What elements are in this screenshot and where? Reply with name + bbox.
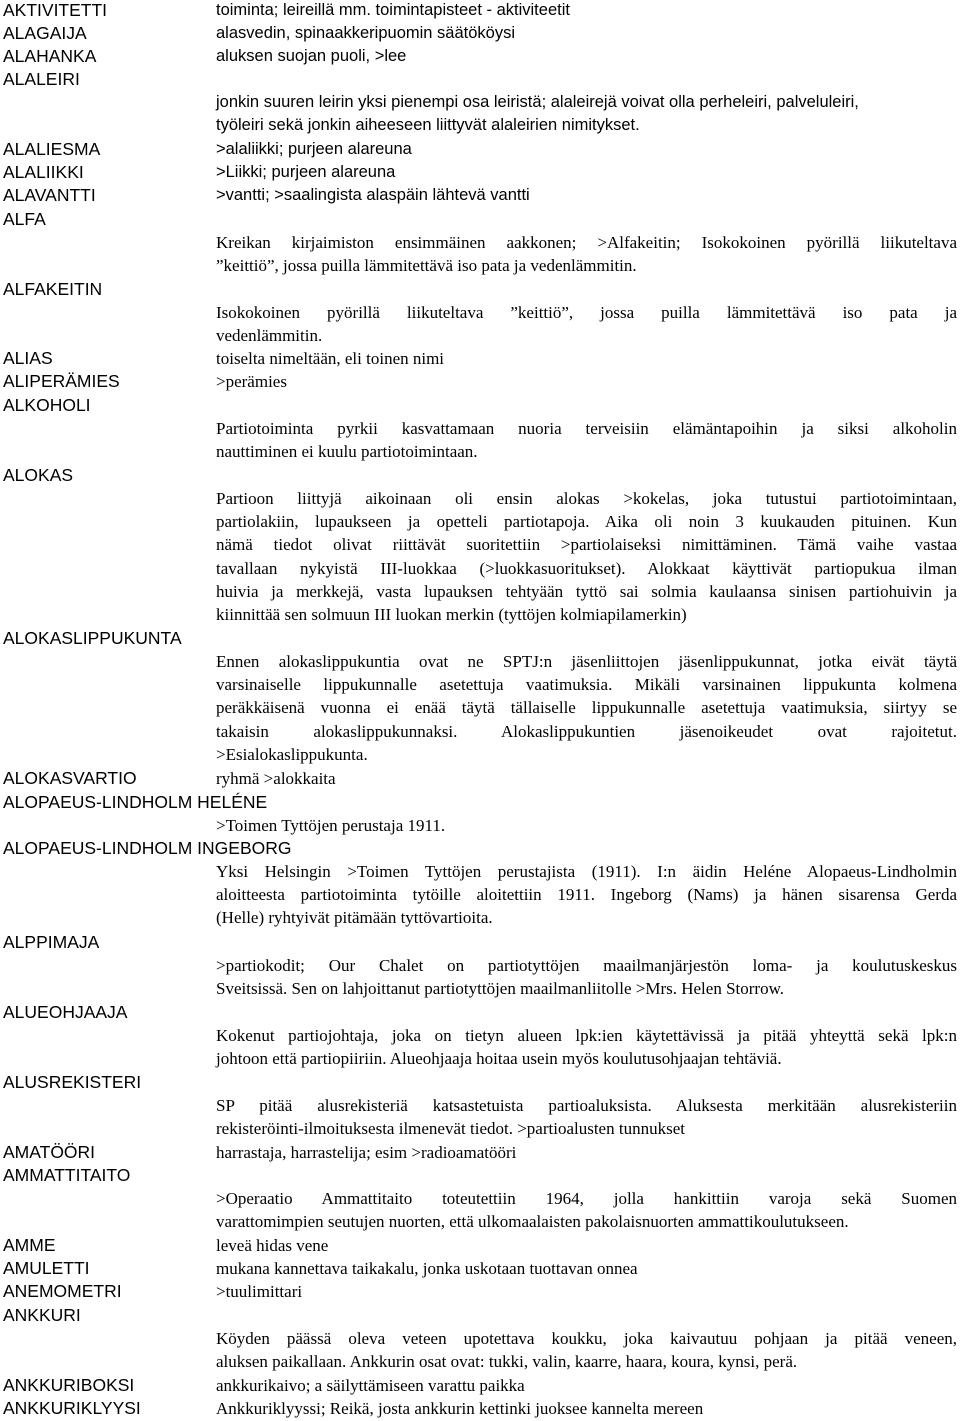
glossary-definition [216,954,957,1000]
glossary-term: AKTIVITETTI [3,0,108,20]
glossary-term: ANKKURIBOKSI [3,1375,135,1395]
glossary-term: ALFA [3,209,46,229]
glossary-term: ALIPERÄMIES [3,371,120,391]
glossary-term: ANKKURIKLYYSI [3,1398,141,1418]
definition-line: >partiokodit; Our Chalet on partiotyttöjen maailmanjärjestön loma- ja koulutuskeskus [216,956,957,975]
glossary-term: ALOKASLIPPUKUNTA [3,628,182,648]
definition-line: toiminta; leireillä mm. toimintapisteet - aktiviteetit [216,1,570,19]
glossary-definition [216,1141,957,1164]
definition-line: ryhmä >alokkaita [216,769,336,788]
glossary-term: ALAVANTTI [3,185,96,205]
definition-line: >Toimen Tyttöjen perustaja 1911. [216,816,446,835]
definition-line: Isokokoinen pyörillä liikuteltava ”keittiö”, jossa puilla lämmitettävä iso pata ja [216,303,957,322]
definition-line: (Helle) ryhtyivät pitämään tyttövartioita. [216,908,493,928]
glossary-term: ALPPIMAJA [3,932,100,952]
definition-line: aloitteesta partiotoiminta tytöille aloitettiin 1911. Ingeborg (Nams) ja hänen sisarensa Gerda [216,885,957,905]
glossary-term: ALALIESMA [3,139,101,159]
definition-line: Yksi Helsingin >Toimen Tyttöjen perustajista (1911). I:n äidin Heléne Alopaeus-Lindholmin [216,862,957,881]
definition-line: >vantti; >saalingista alaspäin lähtevä vantti [216,186,530,204]
glossary-definition [216,301,957,347]
glossary-term: ALALEIRI [3,69,80,89]
definition-line: toiselta nimeltään, eli toinen nimi [216,349,445,368]
definition-line: kiinnittää sen solmuun III luokan merkin (tyttöjen kolmiapilamerkin) [216,605,687,625]
definition-line: alasvedin, spinaakkeripuomin säätököysi [216,24,515,42]
glossary-definition [216,487,957,626]
definition-line: aluksen suojan puoli, >lee [216,47,407,65]
glossary-term: ALOKASVARTIO [3,768,137,788]
glossary-definition [216,860,957,930]
definition-line: rekisteröinti-ilmoituksesta ilmenevät tiedot. >partioalusten tunnukset [216,1119,685,1139]
glossary-definition [216,138,957,161]
glossary-definition [216,1374,957,1397]
glossary-definition [216,1327,957,1373]
glossary-term: ALKOHOLI [3,395,91,415]
glossary-definition [216,22,957,45]
glossary-definition [216,231,957,277]
glossary-term: ALOKAS [3,465,74,485]
definition-line: >tuulimittari [216,1282,303,1301]
definition-line: varattomimpien seutujen nuorten, että ulkomaalaisten pakolaisnuorten ammattikoulutukseen. [216,1212,849,1232]
definition-line: johtoon että partiopiiriin. Alueohjaaja hoitaa usein myös koulutusohjaajan tehtäviä. [216,1049,782,1069]
glossary-term: ALIAS [3,348,53,368]
definition-line: työleiri sekä jonkin aiheeseen liittyvät alaleirien nimitykset. [216,116,640,135]
definition-line: peräkkäisenä vuonna ei enää täytä tällaiselle lippukunnalle asetettuja vaatimuksia, siirtyy se [216,698,957,718]
glossary-definition [216,1187,957,1233]
glossary-definition [216,91,957,137]
definition-line: ”keittiö”, jossa puilla lämmitettävä iso pata ja vedenlämmitin. [216,256,637,276]
glossary-definition [216,1094,957,1140]
glossary-definition [216,347,957,370]
definition-line: >Operaatio Ammattitaito toteutettiin 1964, jolla hankittiin varoja sekä Suomen [216,1189,957,1208]
definition-line: nauttiminen ei kuulu partiotoimintaan. [216,442,478,462]
glossary-term: ALFAKEITIN [3,279,103,299]
glossary-term: AMMATTITAITO [3,1165,131,1185]
definition-line: vedenlämmitin. [216,326,323,346]
definition-line: nämä tiedot olivat riittävät suoritettiin >partiolaiseksi nimittäminen. Tämä vaihe vastaa [216,535,957,555]
glossary-definition [216,1397,957,1420]
definition-line: Kreikan kirjaimiston ensimmäinen aakkonen; >Alfakeitin; Isokokoinen pyörillä liikuteltava [216,233,957,252]
definition-line: >perämies [216,372,287,391]
definition-line: Kokenut partiojohtaja, joka on tietyn alueen lpk:ien käytettävissä ja pitää yhteyttä sekä lpk:n [216,1026,957,1045]
glossary-term: AMME [3,1235,56,1255]
definition-line: ankkurikaivo; a säilyttämiseen varattu paikka [216,1376,525,1395]
glossary-definition [216,161,957,184]
definition-line: tavallaan nykyistä III-luokkaa (>luokkasuoritukset). Alokkaat käyttivät partiopukua ilman [216,558,957,578]
definition-line: jonkin suuren leirin yksi pienempi osa leiristä; alaleirejä voivat olla perheleiri, palveluleiri, [216,93,859,111]
glossary-term: ALAHANKA [3,46,97,66]
definition-line: Partioon liittyjä aikoinaan oli ensin alokas >kokelas, joka tutustui partiotoimintaan, [216,489,957,508]
glossary-term: ALOPAEUS-LINDHOLM HELÉNE [3,792,268,812]
definition-line: SP pitää alusrekisteriä katsastetuista partioaluksista. Aluksesta merkitään alusrekisteriin [216,1096,957,1115]
glossary-definition [216,1234,957,1257]
definition-line: Köyden päässä oleva veteen upotettava koukku, joka kaivautuu pohjaan ja pitää veneen, [216,1329,957,1348]
glossary-definition [216,650,957,766]
definition-line: >Esialokaslippukunta. [216,744,368,764]
definition-line: huivia ja merkkejä, vasta lupauksen tehtyään tyttö sai solmia kaulaansa sinisen partiohuivin ja [216,581,957,601]
definition-line: partiolakiin, lupaukseen ja opetteli partiotapoja. Aika oli noin 3 kuukauden pituinen. Kun [216,512,957,532]
glossary-term: ANKKURI [3,1305,81,1325]
glossary-term: ALOPAEUS-LINDHOLM INGEBORG [3,838,292,858]
glossary-term: ANEMOMETRI [3,1281,122,1301]
definition-line: varsinaiselle lippukunnalle asetettuja vaatimuksia. Mikäli varsinainen lippukunta kolmena [216,675,957,695]
glossary-term: AMULETTI [3,1258,90,1278]
glossary-definition [216,767,957,790]
definition-line: >Liikki; purjeen alareuna [216,163,396,181]
glossary-definition [216,1024,957,1070]
definition-line: Sveitsissä. Sen on lahjoittanut partiotyttöjen maailmanliitolle >Mrs. Helen Storrow. [216,979,784,999]
glossary-definition [216,184,957,207]
glossary-definition [216,370,957,393]
glossary-definition [216,814,957,837]
definition-line: takaisin alokaslippukunnaksi. Alokaslippukuntien jäsenoikeudet ovat rajoitetut. [216,721,957,741]
definition-line: Ankkuriklyyssi; Reikä, josta ankkurin kettinki juoksee kannelta mereen [216,1399,704,1418]
definition-line: leveä hidas vene [216,1236,329,1255]
definition-line: Partiotoiminta pyrkii kasvattamaan nuoria terveisiin elämäntapoihin ja siksi alkoholin [216,419,957,438]
definition-line: Ennen alokaslippukuntia ovat ne SPTJ:n jäsenliittojen jäsenlippukunnat, jotka eivät täytä [216,652,957,671]
glossary-term: ALAGAIJA [3,23,87,43]
glossary-definition [216,45,957,68]
glossary-term: ALUSREKISTERI [3,1072,142,1092]
glossary-definition [216,1257,957,1280]
glossary-term: AMATÖÖRI [3,1142,96,1162]
glossary-term: ALUEOHJAAJA [3,1002,128,1022]
glossary-definition [216,1280,957,1303]
glossary-definition [216,0,957,22]
definition-line: aluksen paikallaan. Ankkurin osat ovat: tukki, valin, kaarre, haara, koura, kynsi, perä. [216,1352,798,1372]
definition-line: harrastaja, harrastelija; esim >radioamatööri [216,1143,517,1162]
definition-line: >alaliikki; purjeen alareuna [216,140,412,158]
glossary-term: ALALIIKKI [3,162,84,182]
definition-line: mukana kannettava taikakalu, jonka uskotaan tuottavan onnea [216,1259,638,1278]
glossary-definition [216,417,957,463]
